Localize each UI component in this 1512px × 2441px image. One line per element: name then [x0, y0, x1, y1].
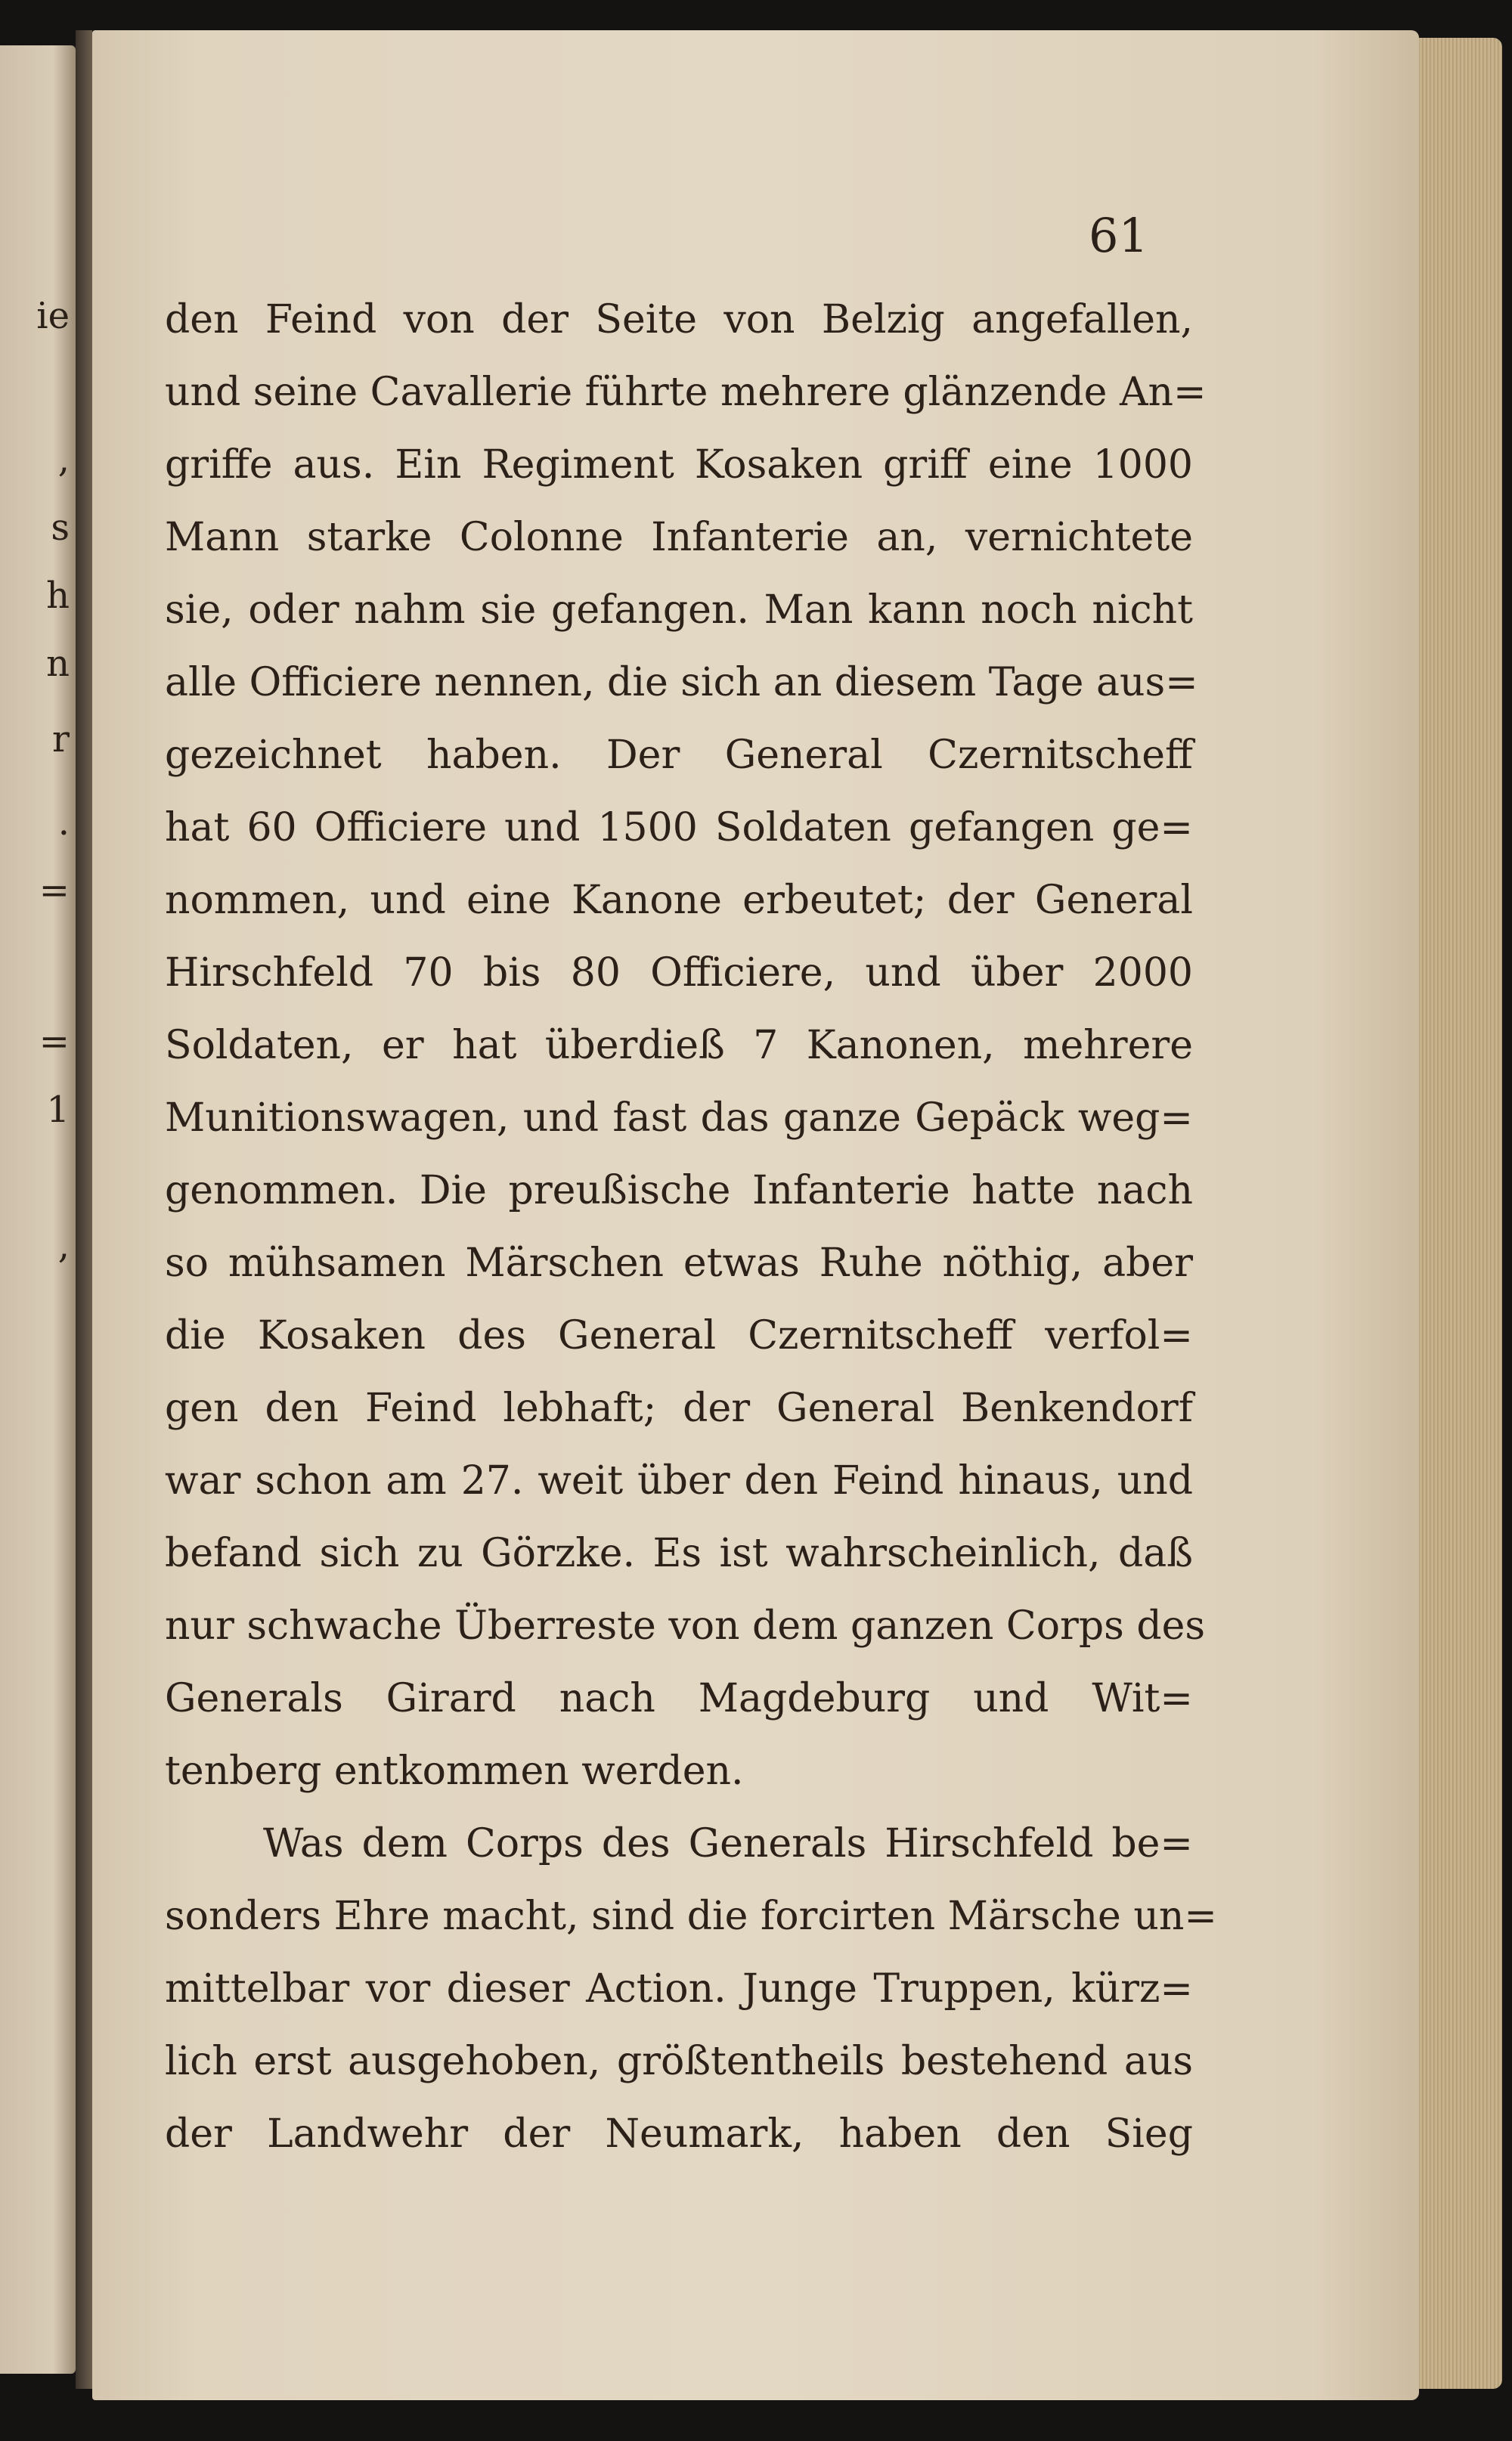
text-line: griffe aus. Ein Regiment Kosaken griff eine 1000: [165, 442, 1193, 488]
text-line: genommen. Die preußische Infanterie hatte nach: [165, 1168, 1193, 1213]
text-line: so mühsamen Märschen etwas Ruhe nöthig, aber: [165, 1241, 1193, 1286]
text-line: Hirschfeld 70 bis 80 Officiere, und über 2000: [165, 950, 1193, 996]
text-line: mittelbar vor dieser Action. Junge Truppen, kürz=: [165, 1966, 1193, 2012]
page-number: 61: [1089, 208, 1148, 263]
book-gutter: [76, 30, 92, 2389]
text-line: der Landwehr der Neumark, haben den Sieg: [165, 2111, 1193, 2157]
margin-fragment: h: [46, 575, 70, 617]
text-line: tenberg entkommen werden.: [165, 1749, 744, 1794]
text-line: Was dem Corps des Generals Hirschfeld be=: [263, 1821, 1193, 1866]
text-line: Mann starke Colonne Infanterie an, vernichtete: [165, 515, 1193, 560]
text-line: sie, oder nahm sie gefangen. Man kann noch nicht: [165, 587, 1193, 633]
margin-fragment: ,: [57, 438, 70, 481]
text-line: die Kosaken des General Czernitscheff verfol=: [165, 1313, 1193, 1358]
margin-fragment: 1: [46, 1089, 70, 1131]
text-line: den Feind von der Seite von Belzig angefallen,: [165, 297, 1193, 342]
text-line: sonders Ehre macht, sind die forcirten Märsche un=: [165, 1894, 1217, 1939]
text-line: gen den Feind lebhaft; der General Benkendorf: [165, 1386, 1193, 1431]
margin-fragment: ,: [57, 1225, 70, 1267]
body-text: [165, 283, 1217, 2170]
text-line: war schon am 27. weit über den Feind hinaus, und: [165, 1458, 1193, 1504]
margin-fragment: =: [39, 869, 70, 912]
text-line: alle Officiere nennen, die sich an diesem Tage aus=: [165, 660, 1198, 705]
text-line: nommen, und eine Kanone erbeutet; der General: [165, 878, 1193, 923]
text-line: Munitionswagen, und fast das ganze Gepäck weg=: [165, 1095, 1193, 1141]
margin-fragment: r: [52, 718, 70, 760]
text-line: befand sich zu Görzke. Es ist wahrscheinlich, daß: [165, 1531, 1193, 1576]
margin-fragment: =: [39, 1021, 70, 1063]
text-line: nur schwache Überreste von dem ganzen Corps des: [165, 1603, 1206, 1649]
facing-page-edge: [0, 45, 76, 2374]
page-edges: [1419, 38, 1502, 2389]
margin-fragment: ie: [36, 295, 70, 337]
text-line: und seine Cavallerie führte mehrere glänzende An=: [165, 370, 1207, 415]
margin-fragment: n: [46, 643, 70, 685]
margin-fragment: .: [57, 801, 70, 844]
text-line: gezeichnet haben. Der General Czernitscheff: [165, 733, 1193, 778]
margin-fragment: s: [51, 506, 70, 549]
text-line: hat 60 Officiere und 1500 Soldaten gefangen ge=: [165, 805, 1193, 850]
text-line: Soldaten, er hat überdieß 7 Kanonen, mehrere: [165, 1023, 1193, 1068]
text-line: lich erst ausgehoben, größtentheils bestehend aus: [165, 2039, 1193, 2084]
text-line: Generals Girard nach Magdeburg und Wit=: [165, 1676, 1193, 1721]
